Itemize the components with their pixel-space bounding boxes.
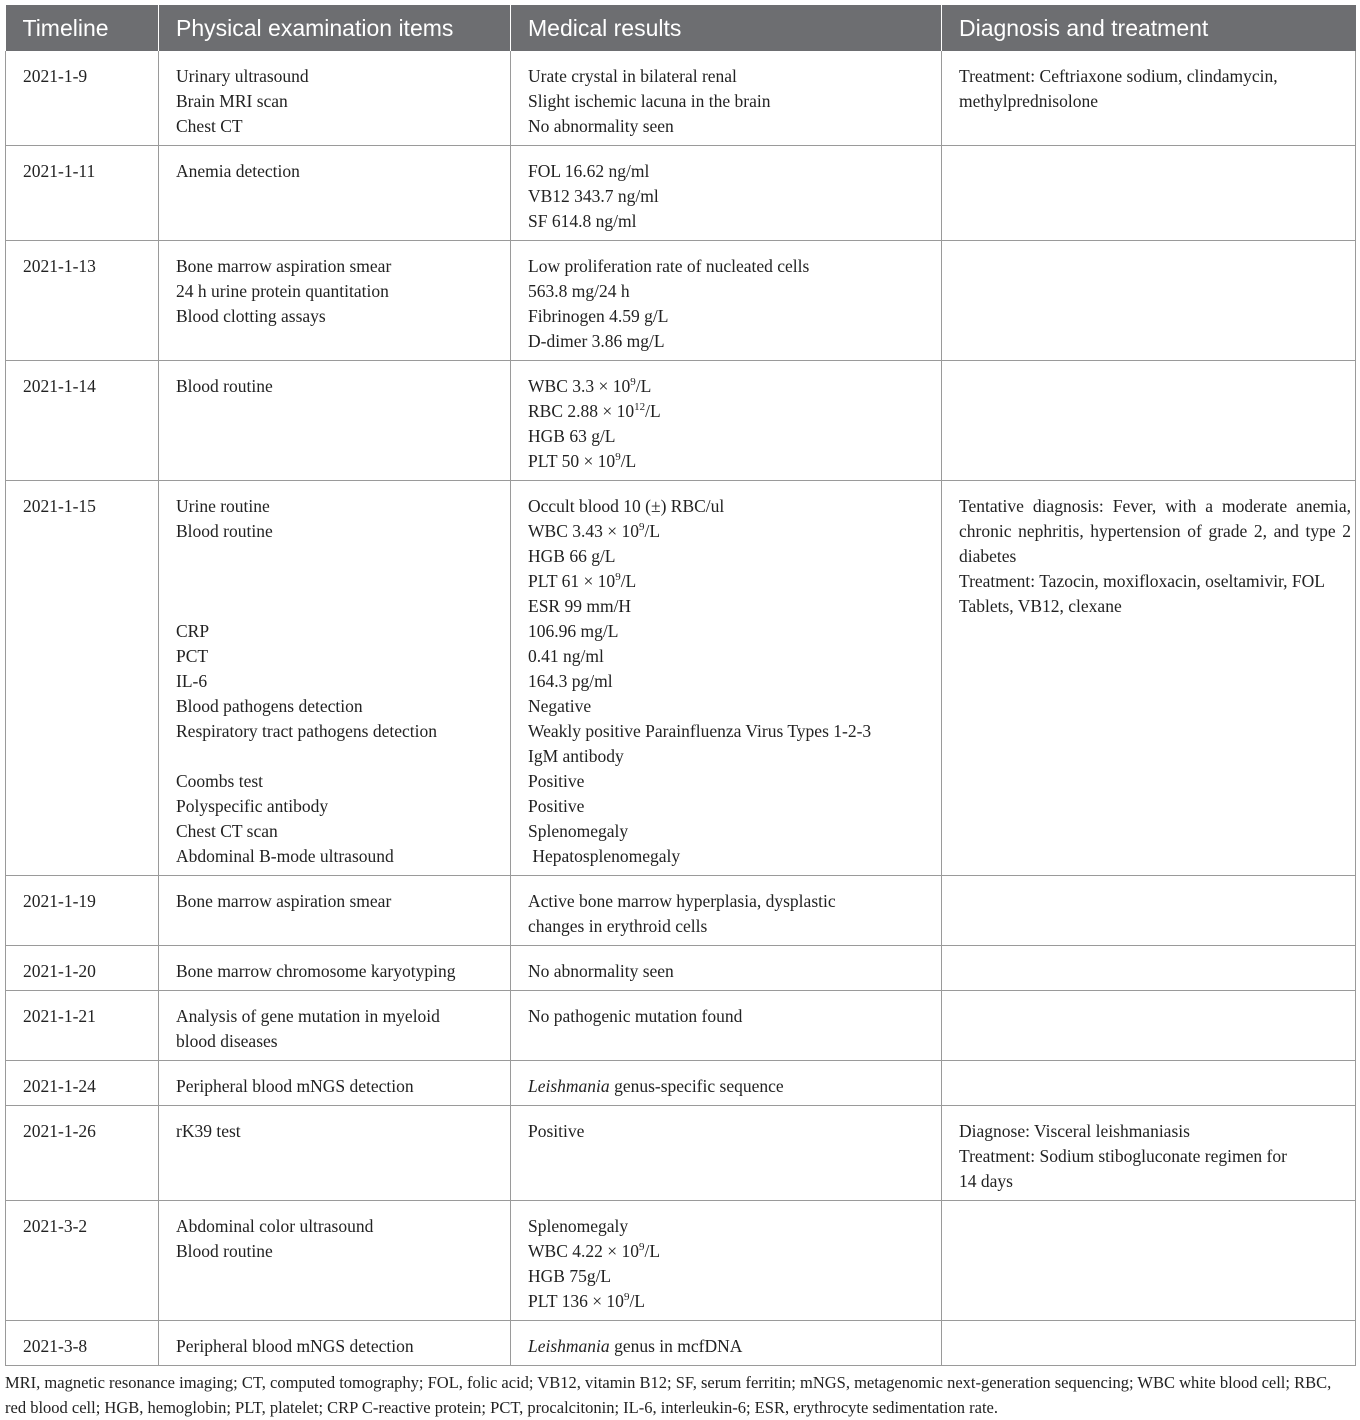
row-date: 2021-1-21 [6,991,159,1061]
result-line [528,744,937,769]
diagnosis-text: Treatment: Ceftriaxone sodium, clindamycin, methylprednisolone [959,66,1278,111]
table-row [6,146,1356,241]
result-line [528,374,937,399]
diagnosis-line: 14 days [959,1171,1013,1191]
table-header [6,5,1356,51]
row-items [159,991,511,1061]
item-line: Peripheral blood mNGS detection [176,1336,414,1356]
row-results [511,51,942,146]
item-line: Analysis of gene mutation in myeloid [176,1006,440,1026]
row-items [159,361,511,481]
result-text: genus-specific sequence [609,1076,784,1096]
table-row [6,991,1356,1061]
result-line: D-dimer 3.86 mg/L [528,331,665,351]
item-line: 24 h urine protein quantitation [176,281,389,301]
item-line: Blood clotting assays [176,306,326,326]
item-line: blood diseases [176,1031,278,1051]
row-date: 2021-3-2 [6,1201,159,1321]
row-items [159,51,511,146]
result-line [528,544,937,569]
result-exponent: 9 [615,451,621,463]
row-diagnosis [942,51,1356,146]
row-items [159,1061,511,1106]
row-diagnosis [942,1106,1356,1201]
result-unit: /L [620,451,637,471]
row-diagnosis [942,1201,1356,1321]
item-line [176,569,506,594]
result-line: Low proliferation rate of nucleated cells [528,256,810,276]
result-line: No abnormality seen [528,116,674,136]
item-line: Blood routine [176,1241,273,1261]
result-line [528,1264,937,1289]
result-line [528,399,937,424]
row-results [511,991,942,1061]
table-row [6,1321,1356,1366]
result-exponent: 9 [638,521,645,533]
row-items [159,241,511,361]
result-line [528,619,937,644]
table-row [6,1106,1356,1201]
result-line [528,694,937,719]
result-line: changes in erythroid cells [528,916,708,936]
table-row [6,1201,1356,1321]
result-line: Urate crystal in bilateral renal [528,66,737,86]
row-results [511,481,942,876]
table-row [6,241,1356,361]
result-value: 164.3 pg/ml [528,671,613,691]
result-value: WBC 4.22 × 10 [528,1241,639,1261]
result-value: HGB 75g/L [528,1266,612,1286]
table-row [6,1061,1356,1106]
result-value: PLT 50 × 10 [528,451,616,471]
row-date: 2021-1-24 [6,1061,159,1106]
result-value: 106.96 mg/L [528,621,619,641]
result-unit: /L [644,1241,661,1261]
item-line: Chest CT [176,116,243,136]
result-line [528,819,937,844]
item-line: Bone marrow aspiration smear [176,891,392,911]
result-line: FOL 16.62 ng/ml [528,161,650,181]
item-line: IL-6 [176,671,208,691]
item-line: Polyspecific antibody [176,796,329,816]
result-line [528,519,937,544]
item-line: Blood pathogens detection [176,696,363,716]
result-unit: /L [620,571,637,591]
result-line [528,1239,937,1264]
result-line: Fibrinogen 4.59 g/L [528,306,669,326]
row-results [511,946,942,991]
result-line [528,719,937,744]
item-line: Blood routine [176,521,273,541]
result-exponent: 9 [623,1291,630,1303]
diagnosis-tentative: Tentative diagnosis: Fever, with a moderate anemia, chronic nephritis, hypertension of grade 2, and type 2 diabetes [959,496,1351,566]
row-results [511,876,942,946]
row-diagnosis [942,361,1356,481]
row-date: 2021-1-15 [6,481,159,876]
row-items [159,876,511,946]
result-line: Slight ischemic lacuna in the brain [528,91,771,111]
item-line: Peripheral blood mNGS detection [176,1076,414,1096]
result-line: SF 614.8 ng/ml [528,211,637,231]
item-line: Anemia detection [176,161,300,181]
result-line [528,1334,937,1359]
result-text: genus in mcfDNA [609,1336,743,1356]
item-line: Urine routine [176,496,270,516]
result-value: Occult blood 10 (±) RBC/ul [528,496,725,516]
result-exponent: 9 [630,376,636,388]
result-value: PLT 61 × 10 [528,571,616,591]
row-diagnosis [942,241,1356,361]
item-line: Bone marrow aspiration smear [176,256,392,276]
row-results [511,1321,942,1366]
result-value: Positive [528,796,585,816]
table-row [6,876,1356,946]
result-unit: /L [635,376,652,396]
item-line: Chest CT scan [176,821,278,841]
item-line: CRP [176,621,210,641]
table-row [6,361,1356,481]
result-value: RBC 2.88 × 10 [528,401,635,421]
row-results [511,361,942,481]
item-line: Bone marrow chromosome karyotyping [176,961,456,981]
item-line: Abdominal B-mode ultrasound [176,846,394,866]
result-line: 563.8 mg/24 h [528,281,630,301]
result-line: No pathogenic mutation found [528,1006,743,1026]
row-results [511,1201,942,1321]
row-items [159,1321,511,1366]
table-row [6,51,1356,146]
row-date: 2021-1-13 [6,241,159,361]
row-diagnosis [942,946,1356,991]
item-line: Urinary ultrasound [176,66,309,86]
genus-name: Leishmania [528,1076,610,1096]
row-diagnosis [942,991,1356,1061]
result-unit: /L [629,1291,645,1311]
result-line: Active bone marrow hyperplasia, dysplastic [528,891,836,911]
timeline-table-container [5,5,1355,1420]
diagnosis-line: Treatment: Sodium stibogluconate regimen for [959,1146,1287,1166]
result-value: 0.41 ng/ml [528,646,604,666]
row-items [159,946,511,991]
result-line: VB12 343.7 ng/ml [528,186,659,206]
row-date: 2021-1-14 [6,361,159,481]
item-line: Blood routine [176,376,273,396]
genus-name: Leishmania [528,1336,610,1356]
result-exponent: 9 [638,1241,645,1253]
row-diagnosis [942,876,1356,946]
table-row [6,946,1356,991]
row-results [511,1106,942,1201]
result-value: ESR 99 mm/H [528,596,632,616]
result-value: Positive [528,771,585,791]
result-line [528,844,937,869]
row-results [511,241,942,361]
item-line: Respiratory tract pathogens detection [176,721,437,741]
row-items [159,1106,511,1201]
table-row [6,481,1356,876]
result-value: Splenomegaly [528,1216,629,1236]
row-diagnosis [942,1061,1356,1106]
result-exponent: 9 [615,571,621,583]
timeline-table [5,5,1356,1366]
table-footnote: MRI, magnetic resonance imaging; CT, computed tomography; FOL, folic acid; VB12, vitamin B12; SF, serum ferritin; mNGS, metagenomic next-generation sequencing; WBC white blood cell; RBC, red blood cell; HGB, hemoglobin; PLT, platelet; CRP C-reactive protein; PCT, procalcitonin; IL-6, interleukin-6; ESR, erythrocyte sedimentation rate. [5,1373,1332,1417]
result-line [528,669,937,694]
result-value: Splenomegaly [528,821,629,841]
result-value: Negative [528,696,592,716]
result-value: Weakly positive Parainfluenza Virus Types 1-2-3 [528,721,872,741]
item-line [176,744,506,769]
result-value: WBC 3.3 × 10 [528,376,631,396]
result-line [528,644,937,669]
result-line [528,769,937,794]
result-line [528,569,937,594]
result-value: WBC 3.43 × 10 [528,521,639,541]
result-line [528,1074,937,1099]
row-date: 2021-3-8 [6,1321,159,1366]
row-diagnosis [942,481,1356,876]
result-line: No abnormality seen [528,961,674,981]
item-line: Abdominal color ultrasound [176,1216,374,1236]
row-items [159,1201,511,1321]
row-items [159,481,511,876]
item-line: PCT [176,646,209,666]
result-line [528,594,937,619]
result-line [528,494,937,519]
result-line [528,1289,937,1314]
result-line [528,794,937,819]
item-line: Brain MRI scan [176,91,288,111]
result-value: IgM antibody [528,746,624,766]
result-exponent: 12 [634,401,646,413]
diagnosis-treatment: Treatment: Tazocin, moxifloxacin, oseltamivir, FOL Tablets, VB12, clexane [959,571,1325,616]
row-date: 2021-1-26 [6,1106,159,1201]
result-value: PLT 136 × 10 [528,1291,624,1311]
item-line [176,594,506,619]
row-date: 2021-1-9 [6,51,159,146]
result-value: HGB 63 g/L [528,426,616,446]
result-unit: /L [644,521,661,541]
result-line: Positive [528,1121,585,1141]
header-medical-results: Medical results [511,5,942,51]
row-diagnosis [942,1321,1356,1366]
result-line [528,1214,937,1239]
header-diagnosis-treatment: Diagnosis and treatment [942,5,1356,51]
result-value: Hepatosplenomegaly [528,846,681,866]
row-date: 2021-1-20 [6,946,159,991]
row-results [511,146,942,241]
result-line [528,424,937,449]
header-timeline: Timeline [6,5,159,51]
row-results [511,1061,942,1106]
header-examination-items: Physical examination items [159,5,511,51]
row-items [159,146,511,241]
row-date: 2021-1-19 [6,876,159,946]
item-line: Coombs test [176,771,264,791]
result-line [528,449,937,474]
item-line [176,544,506,569]
row-diagnosis [942,146,1356,241]
item-line: rK39 test [176,1121,241,1141]
diagnosis-line: Diagnose: Visceral leishmaniasis [959,1121,1190,1141]
row-date: 2021-1-11 [6,146,159,241]
result-unit: /L [645,401,661,421]
result-value: HGB 66 g/L [528,546,616,566]
